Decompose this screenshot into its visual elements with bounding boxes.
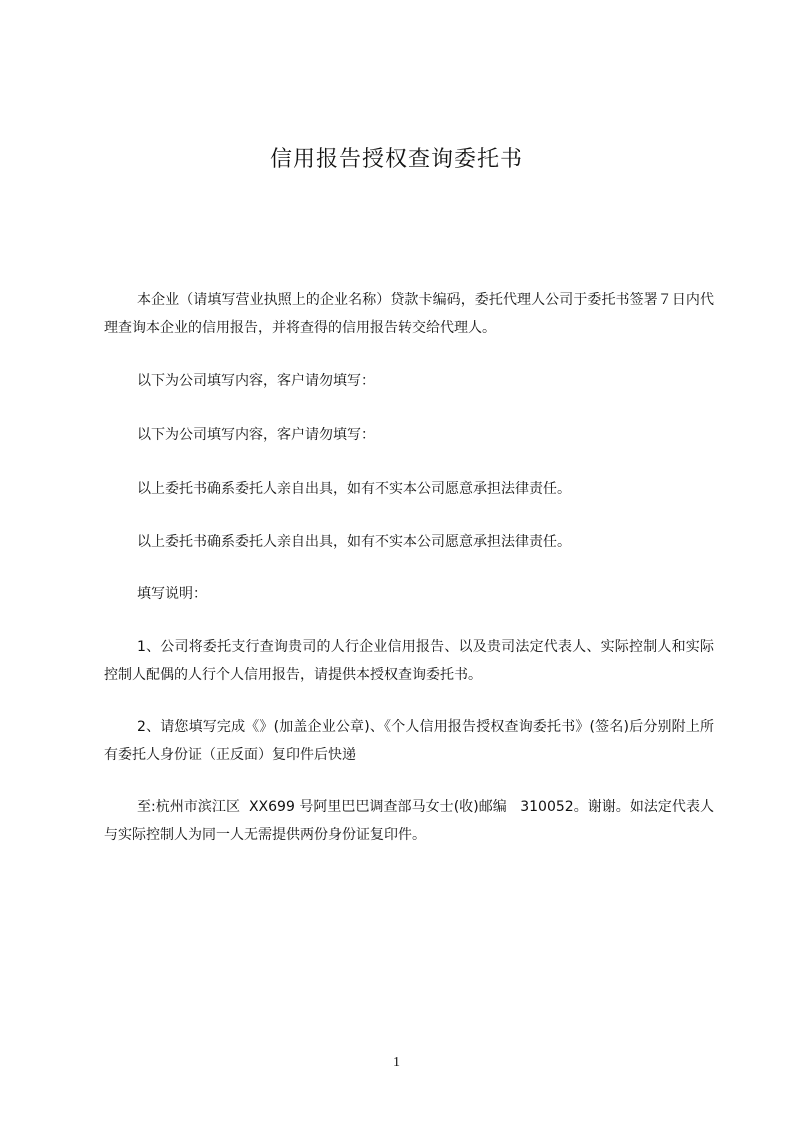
paragraph-instructions-heading: 填写说明： bbox=[137, 586, 207, 602]
paragraph-authorization: 本企业（请填写营业执照上的企业名称）贷款卡编码，委托代理人公司于委托书签署７日内代理查询本企业的信用报告，并将查得的信用报告转交给代理人。 bbox=[104, 292, 714, 336]
paragraph-instruction-2: 2、请您填写完成《》(加盖企业公章)、《个人信用报告授权查询委托书》(签名)后分别附上所有委托人身份证（正反面）复印件后快递 bbox=[104, 719, 714, 763]
paragraph-company-fill-note-2: 以下为公司填写内容，客户请勿填写： bbox=[137, 427, 375, 443]
paragraph-company-fill-note-1: 以下为公司填写内容，客户请勿填写： bbox=[137, 373, 375, 389]
document-title: 信用报告授权查询委托书 bbox=[269, 147, 523, 172]
paragraph-liability-statement-1: 以上委托书确系委托人亲自出具，如有不实本公司愿意承担法律责任。 bbox=[137, 481, 571, 497]
paragraph-liability-statement-2: 以上委托书确系委托人亲自出具，如有不实本公司愿意承担法律责任。 bbox=[137, 534, 571, 550]
paragraph-instruction-1: 1、公司将委托支行查询贵司的人行企业信用报告、以及贵司法定代表人、实际控制人和实际控制人配偶的人行个人信用报告，请提供本授权查询委托书。 bbox=[104, 639, 714, 683]
page-number: 1 bbox=[393, 1055, 400, 1070]
paragraph-mailing-address: 至:杭州市滨江区 XX699 号阿里巴巴调查部马女士(收)邮编 310052。谢谢。如法定代表人与实际控制人为同一人无需提供两份身份证复印件。 bbox=[104, 799, 714, 843]
